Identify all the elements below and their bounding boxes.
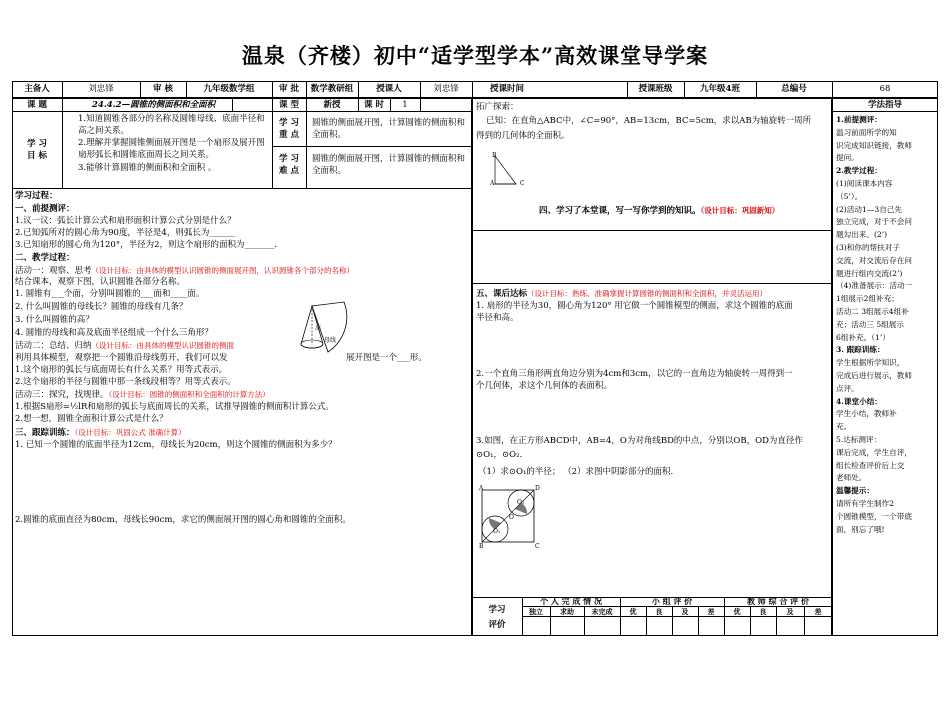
- after-goal: （设计目标：熟练、准确掌握计算圆锥的侧面积和全面积，并灵活运用）: [527, 289, 768, 298]
- learned-text: 四、学习了本堂课，写一写你学到的知识。: [539, 206, 701, 216]
- activity-2-label: 活动二：总结、归纳: [15, 341, 92, 351]
- guide-line: 组长检查评价后上交: [836, 460, 905, 470]
- section-3-heading: 三、跟踪训练：: [15, 428, 75, 438]
- section-1-heading: 一、前提测评：: [15, 204, 75, 214]
- act2-tail: 展开图是一个___形。: [346, 353, 427, 363]
- eval-col: 良: [759, 607, 767, 616]
- guide-line: (3)和你的帮扶对子: [836, 242, 900, 252]
- num-label: 总编号: [781, 84, 807, 94]
- nandian-value: 圆锥的侧面展开图，计算圆锥的侧面积和全面积。: [312, 154, 466, 176]
- process-heading: 学习过程：: [15, 191, 58, 201]
- section-2-heading: 二、教学过程：: [15, 253, 75, 263]
- act2-line-2: 1.这个扇形的弧长与底面周长有什么关系？用等式表示。: [15, 365, 228, 375]
- guide-line: 学生根据所学知识，: [836, 358, 905, 368]
- zhubei-value: 刘忠锋: [88, 84, 114, 94]
- eval-col: 良: [655, 607, 663, 616]
- class-value: 九年级4班: [700, 84, 740, 94]
- goal-3: 3.能够计算圆锥的侧面积和全面积 。: [78, 163, 217, 173]
- shouke-value: 刘忠锋: [433, 84, 459, 94]
- shenpi-value: 数学教研组: [310, 84, 354, 94]
- after-q3-c: （1）求⊙O₁的半径； （2）求图中阴影部分的面积.: [478, 467, 674, 477]
- guide-line: 3. 跟踪训练：: [836, 345, 885, 355]
- page-title: 温泉（齐楼）初中“适学型学本”高效课堂导学案: [241, 43, 709, 68]
- eval-group-personal: 个 人 完 成 情 况: [540, 596, 602, 606]
- guide-line: 交流，对交流后存在问: [836, 255, 912, 265]
- fig-gao-label: 高: [315, 325, 322, 332]
- guide-line: 课后完成，学生自评，: [836, 447, 912, 457]
- guide-line: 老师处。: [836, 473, 867, 483]
- after-heading: 五、课后达标: [476, 289, 528, 299]
- sq-label-c: C: [535, 543, 540, 550]
- guide-line: 个圆锥模型，一个带底: [836, 511, 912, 521]
- guide-line: 充。: [836, 422, 852, 432]
- guide-line: 1组展示2组补充；: [836, 294, 899, 304]
- zhongdian-label: 学 习 重 点: [279, 118, 299, 140]
- guide-line: 温馨提示：: [836, 486, 874, 496]
- goal-2: 2.理解并掌握圆锥侧面展开图是一个扇形及展开图扇形弧长和圆锥底面周长之间关系。: [78, 138, 265, 160]
- sq-label-o1: O₁: [493, 528, 501, 535]
- sq-label-o: O: [509, 514, 514, 521]
- explore-text-2: 得到的几何体的全面积。: [476, 131, 570, 141]
- eval-col: 差: [707, 607, 715, 616]
- activity-3-label: 活动三：探究，找规律。: [15, 390, 109, 400]
- eval-col: 独立: [529, 607, 543, 616]
- s1-item-2: 2.已知弧所对的圆心角为90度，半径是4，则弧长为______: [15, 228, 235, 238]
- eval-col: 及: [681, 607, 689, 616]
- guide-line: 6组补充。（1’）: [836, 332, 890, 342]
- cone-sector-figure: [298, 300, 358, 356]
- act2-line-3: 2.这个扇形的半径与圆锥中那一条线段相等？用等式表示。: [15, 377, 236, 387]
- after-q3-b: ⊙O₁，⊙O₂.: [476, 450, 523, 460]
- zhongdian-value: 圆锥的侧面展开图，计算圆锥的侧面积和全面积。: [312, 118, 466, 140]
- middle-panel: [472, 98, 832, 636]
- guide-line: 4.课堂小结：: [836, 396, 882, 406]
- goal-1: 1.知道圆锥各部分的名称及圆锥母线、底面半径和高之间关系。: [78, 114, 265, 136]
- after-q3-a: 3.如图，在正方形ABCD中，AB=4，O为对角线BD的中点，分别以OB，OD为直径作: [476, 436, 803, 446]
- guide-line: (2)活动1—3自己先: [836, 204, 902, 214]
- kexing-label: 课 型: [279, 100, 299, 110]
- eval-col: 求助: [560, 607, 574, 616]
- explore-heading: 拓广探索：: [476, 102, 519, 112]
- guide-line: 1.前提测评：: [836, 115, 882, 124]
- learned-goal: （设计目标：巩固新知）: [700, 206, 780, 215]
- s3-question-2: 2.圆锥的底面直径为80cm，母线长90cm，求它的侧面展开图的圆心角和圆锥的全面积。: [15, 515, 351, 525]
- guide-line: 活动二 3组展示4组补: [836, 306, 909, 316]
- after-q1-a: 1. 扇形的半径为30，圆心角为120° 用它做一个圆锥模型的侧面，求这个圆锥的底面: [476, 301, 793, 311]
- shouke-label: 授课人: [376, 84, 402, 94]
- guide-line: 温习前面所学的知: [836, 127, 897, 137]
- after-q1-b: 半径和高。: [476, 313, 519, 323]
- activity-2-goal: （设计目标：由具体的模型认识圆锥的侧面: [91, 341, 235, 350]
- act1-line-1: 结合课本，观察下图，认识圆锥各部分名称。: [15, 277, 186, 287]
- guide-line: 请所有学生制作2: [836, 498, 894, 508]
- keshi-label: 课 时: [364, 100, 384, 110]
- s3-question-1: 1. 已知一个圆锥的底面半径为12cm，母线长为20cm，则这个圆锥的侧面积为多少？: [15, 440, 337, 450]
- act1-line-4: 3. 什么叫圆锥的高？: [15, 315, 94, 325]
- tri-label-c: C: [520, 180, 525, 187]
- sq-label-d: D: [535, 485, 540, 492]
- guide-line: 5.达标测评：: [836, 434, 882, 444]
- guide-line: 独立完成，对于不会问: [836, 217, 912, 227]
- eval-col: 优: [733, 607, 741, 616]
- sq-label-b: B: [479, 543, 484, 550]
- guide-line: 点评。: [836, 383, 859, 393]
- kexing-value: 新授: [323, 100, 341, 110]
- act2-line-1: 利用具体模型，观察把一个圆锥沿母线剪开，我们可以发: [15, 353, 228, 363]
- guide-line: 学生小结，教师补: [836, 409, 897, 419]
- tri-label-b: B: [492, 152, 497, 159]
- keti-label: 课 题: [27, 100, 47, 110]
- sq-label-o2: O₂: [517, 499, 525, 506]
- guide-line: 面，别忘了哦!: [836, 524, 885, 534]
- act3-line-2: 2.想一想，圆锥全面积计算公式是什么？: [15, 414, 168, 424]
- after-q2-a: 2.一个直角三角形两直角边分别为4cm和3cm，以它的一直角边为轴旋转一周得到一: [476, 369, 793, 379]
- guide-line: 题进行组内交流(2’): [836, 268, 903, 278]
- eval-group-teacher: 教 师 综 合 评 价: [747, 596, 809, 606]
- keti-value: 24.4.2—圆锥的侧面积和全面积: [92, 100, 216, 110]
- shenhe-value: 九年级数学组: [203, 84, 255, 94]
- guide-line: 识完成知识链接，教师: [836, 140, 912, 150]
- eval-col: 未完成: [591, 607, 613, 616]
- eval-col: 差: [814, 607, 822, 616]
- guide-line: 2.教学过程：: [836, 166, 882, 176]
- eval-group-team: 小 组 评 价: [651, 596, 693, 606]
- goals-label: 学 习 目 标: [27, 139, 47, 161]
- guide-line: （5’）。: [836, 191, 863, 201]
- fig-mu-label: 母线: [324, 337, 337, 344]
- guide-line: 题勾出来。(2’): [836, 230, 888, 240]
- s1-item-1: 1.议一议：弧长计算公式和扇形面积计算公式分别是什么？: [15, 216, 236, 226]
- guide-line: 充；活动三 5组展示: [836, 319, 904, 329]
- activity-1-goal: （设计目标：由具体的模型认识圆锥的侧面展开图，认识圆锥各个部分的名称）: [91, 266, 355, 275]
- act1-line-2: 1. 圆锥有___个面，分别叫圆锥的___面和____面。: [15, 289, 205, 299]
- shenpi-label: 审 批: [279, 84, 299, 94]
- guide-line: 完成后进行展示，教师: [836, 370, 912, 380]
- activity-1-label: 活动一：观察、思考: [15, 266, 92, 276]
- zhubei-label: 主备人: [24, 84, 50, 94]
- act3-line-1: 1.根据S扇形=½lR和扇形的弧长与底面周长的关系，试推导圆锥的侧面积计算公式。: [15, 402, 334, 412]
- eval-label-1: 学习: [488, 605, 506, 615]
- guide-line: （4)准备展示：活动一: [836, 281, 913, 291]
- after-q2-b: 个几何体，求这个几何体的表面积。: [476, 381, 613, 391]
- tri-label-a: A: [490, 180, 495, 187]
- guide-heading: 学法指导: [867, 100, 902, 110]
- num-value: 68: [879, 84, 891, 94]
- shenhe-label: 审 核: [153, 84, 173, 94]
- class-label: 授课班级: [638, 84, 673, 94]
- eval-col: 优: [629, 607, 637, 616]
- act1-line-5: 4. 圆锥的母线和高及底面半径组成一个什么三角形？: [15, 328, 213, 338]
- explore-text-1: 已知：在直角△ABC中，∠C=90°，AB=13cm，BC=5cm，求以AB为轴旋转一周所: [486, 116, 812, 126]
- guide-line: (1)阅读课本内容: [836, 178, 893, 188]
- guide-text: [836, 114, 936, 536]
- section-3-goal: （设计目标：巩固公式 准确计算）: [74, 428, 186, 437]
- eval-label-2: 评价: [488, 620, 506, 630]
- guide-line: 提问。: [836, 153, 859, 163]
- s1-item-3: 3.已知扇形的圆心角为120°，半径为2，则这个扇形的面积为_______.: [15, 240, 277, 250]
- sq-label-a: A: [479, 485, 484, 492]
- activity-3-goal: （设计目标：圆锥的侧面积和全面积的计算方法）: [108, 390, 270, 399]
- keshi-value: 1: [402, 100, 408, 110]
- nandian-label: 学 习 难 点: [279, 154, 299, 176]
- act1-line-3: 2. 什么叫圆锥的母线长？圆锥的母线有几条？: [15, 302, 188, 312]
- time-label: 授课时间: [490, 84, 525, 94]
- eval-col: 及: [786, 607, 794, 616]
